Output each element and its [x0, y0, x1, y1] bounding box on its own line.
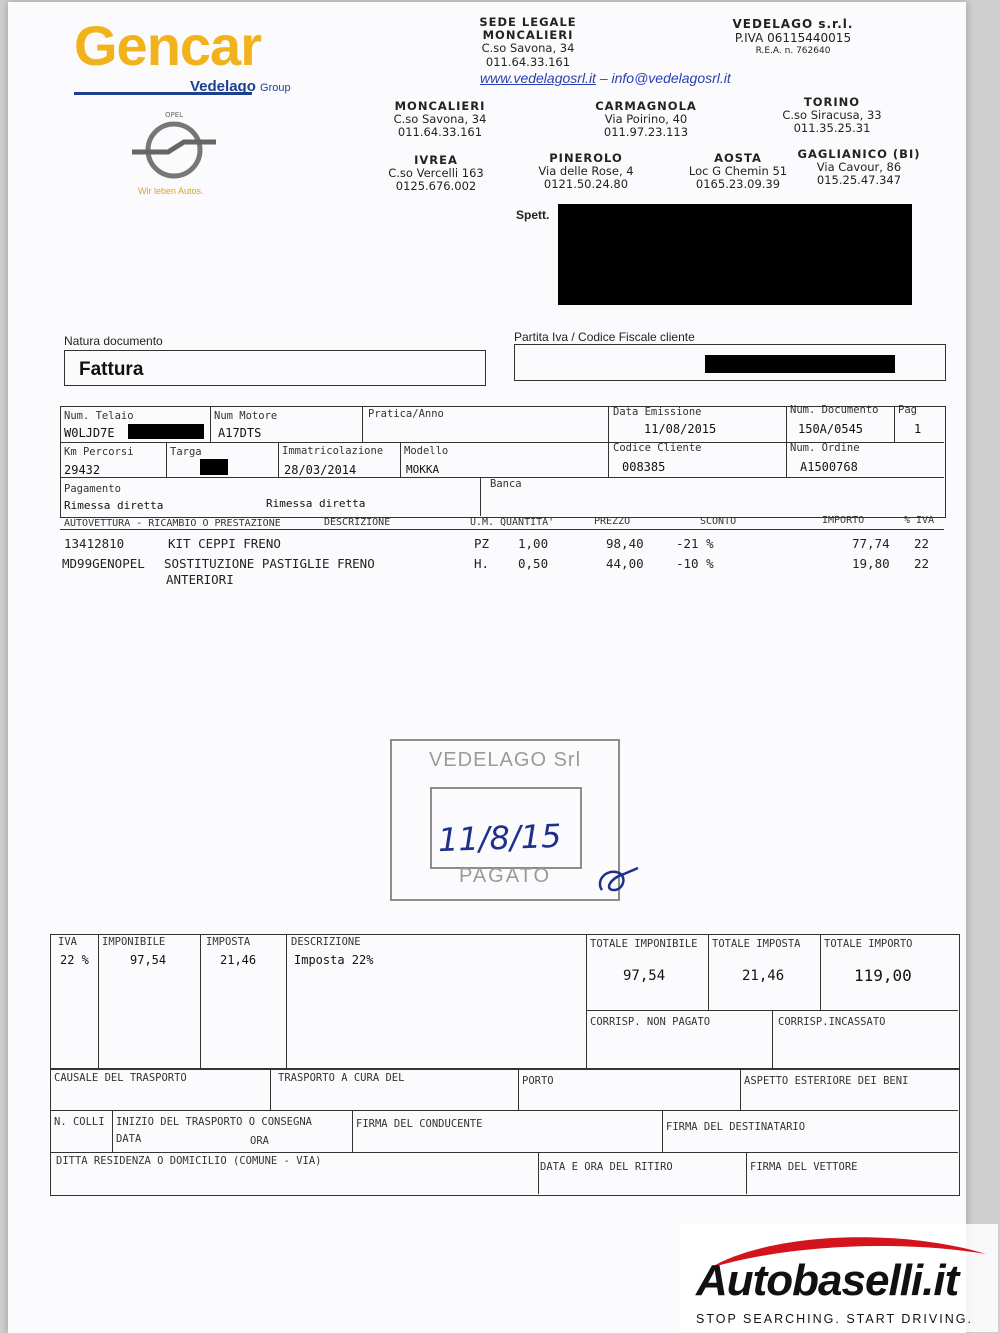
- firma-conducente-label: FIRMA DEL CONDUCENTE: [356, 1118, 483, 1130]
- branch-carmagnola: [586, 100, 706, 140]
- branch-address: Via Cavour, 86: [816, 160, 902, 175]
- sede-address: C.so Savona, 34: [481, 41, 575, 56]
- pagamento-label: Pagamento: [64, 483, 121, 495]
- pag-label: Pag: [898, 404, 917, 416]
- partita-iva-redacted: [705, 355, 895, 373]
- aspetto-label: ASPETTO ESTERIORE DEI BENI: [744, 1075, 909, 1087]
- targa-redacted: [200, 459, 228, 475]
- iva-value: 22 %: [60, 953, 89, 967]
- natura-label: Natura documento: [64, 334, 163, 348]
- natura-value: Fattura: [79, 359, 144, 380]
- sede-legale: [478, 16, 578, 69]
- trasporto-cura-label: TRASPORTO A CURA DEL: [278, 1072, 405, 1084]
- line-price: 98,40: [606, 536, 644, 551]
- imponibile-label: IMPONIBILE: [102, 936, 166, 948]
- line-price: 44,00: [606, 556, 644, 571]
- line-iva: 22: [914, 556, 930, 571]
- telaio-redacted: [128, 424, 204, 439]
- descrizione-label: DESCRIZIONE: [291, 936, 361, 948]
- branch-phone: 0125.676.002: [395, 179, 477, 194]
- line-desc: SOSTITUZIONE PASTIGLIE FRENO: [164, 556, 375, 571]
- line-um: PZ: [474, 536, 490, 551]
- inizio-trasporto-label: INIZIO DEL TRASPORTO O CONSEGNA: [116, 1116, 312, 1128]
- modello-label: Modello: [404, 445, 449, 457]
- grid-line: [538, 1152, 539, 1194]
- spett-label: Spett.: [516, 208, 550, 222]
- telaio-label: Num. Telaio: [64, 410, 134, 422]
- grid-line: [820, 934, 821, 1010]
- branch-phone: 0165.23.09.39: [695, 177, 781, 192]
- corrisp-non-pagato-label: CORRISP. NON PAGATO: [590, 1016, 711, 1028]
- line-code: MD99GENOPEL: [62, 556, 145, 571]
- brand-group-word: Group: [260, 82, 291, 94]
- web-email-line: [480, 70, 731, 86]
- descrizione-value: Imposta 22%: [294, 953, 374, 967]
- km-label: Km Percorsi: [64, 446, 134, 458]
- branch-gaglianico: [794, 148, 924, 188]
- pag-value: 1: [914, 422, 922, 436]
- web-link[interactable]: www.vedelagosrl.it: [480, 70, 596, 86]
- line-qty: 0,50: [518, 556, 549, 571]
- col-um-header: U.M.: [470, 517, 495, 528]
- num-documento-label: Num. Documento: [790, 404, 879, 416]
- motore-value: A17DTS: [218, 426, 262, 440]
- grid-line: [740, 1068, 741, 1110]
- watermark-tagline: STOP SEARCHING. START DRIVING.: [696, 1312, 973, 1326]
- brand-slogan: Wir leben Autos.: [138, 186, 204, 196]
- natura-box: [64, 350, 486, 386]
- customer-address-redacted: [558, 204, 912, 305]
- grid-line: [352, 1110, 353, 1152]
- line-amount: 77,74: [852, 536, 890, 551]
- branch-moncalieri: [380, 100, 500, 140]
- telaio-value: W0LJD7E: [64, 426, 115, 440]
- num-ordine-value: A1500768: [800, 460, 858, 474]
- grid-line: [278, 442, 279, 477]
- firma-vettore-label: FIRMA DEL VETTORE: [750, 1161, 858, 1173]
- col-discount-header: SCONTO: [700, 516, 737, 527]
- gencar-logo: [74, 16, 324, 206]
- branch-address: C.so Savona, 34: [393, 112, 487, 127]
- grid-line: [210, 406, 211, 442]
- grid-line: [200, 934, 201, 1068]
- sede-title2: MONCALIERI: [482, 28, 574, 43]
- line-um: H.: [474, 556, 490, 571]
- km-value: 29432: [64, 463, 101, 477]
- totale-imponibile-value: 97,54: [623, 968, 666, 984]
- grid-line: [786, 406, 787, 477]
- iva-label: IVA: [58, 936, 77, 948]
- brand-group-name: Vedelago: [190, 78, 256, 95]
- svg-text:OPEL: OPEL: [164, 111, 184, 119]
- codice-cliente-value: 008385: [622, 460, 666, 474]
- grid-line: [286, 934, 287, 1068]
- branch-aosta: [676, 152, 800, 192]
- company-piva: P.IVA 06115440015: [734, 30, 852, 45]
- causale-label: CAUSALE DEL TRASPORTO: [54, 1072, 187, 1084]
- line-qty: 1,00: [518, 536, 549, 551]
- stamp-pagato: PAGATO: [458, 865, 552, 887]
- totale-importo-value: 119,00: [854, 966, 912, 985]
- motore-label: Num Motore: [214, 410, 278, 422]
- branch-address: C.so Siracusa, 33: [782, 108, 882, 123]
- grid-line: [50, 1152, 958, 1153]
- partita-iva-box: [514, 344, 946, 381]
- grid-line: [894, 406, 895, 442]
- line-iva: 22: [914, 536, 930, 551]
- branch-address: Loc G Chemin 51: [688, 164, 788, 179]
- grid-line: [362, 406, 363, 442]
- grid-line: [480, 477, 481, 516]
- signature-scribble-icon: [594, 860, 642, 900]
- banca-label: Banca: [490, 478, 522, 490]
- grid-line: [586, 934, 587, 1068]
- line-amount: 19,80: [852, 556, 890, 571]
- branch-phone: 011.64.33.161: [397, 125, 483, 140]
- line-discount: -10 %: [676, 556, 714, 571]
- col-header-underline: [60, 529, 944, 530]
- branch-city: IVREA: [414, 153, 458, 167]
- grid-line: [400, 442, 401, 477]
- branch-address: Via Poirino, 40: [604, 112, 688, 127]
- data-emissione-label: Data Emissione: [613, 406, 702, 418]
- immatricolazione-label: Immatricolazione: [282, 445, 384, 457]
- col-price-header: PREZZO: [594, 516, 631, 527]
- immatricolazione-value: 28/03/2014: [284, 463, 357, 477]
- line-discount: -21 %: [676, 536, 714, 551]
- pagamento-value2: Rimessa diretta: [266, 497, 366, 510]
- brand-name: Gencar: [74, 14, 261, 77]
- num-documento-value: 150A/0545: [798, 422, 864, 436]
- imposta-value: 21,46: [220, 953, 257, 967]
- pagamento-value1: Rimessa diretta: [64, 499, 164, 512]
- imposta-label: IMPOSTA: [206, 936, 251, 948]
- stamp-company: VEDELAGO Srl: [428, 749, 582, 771]
- branch-pinerolo: [526, 152, 646, 192]
- grid-line: [662, 1110, 663, 1152]
- col-desc-header: DESCRIZIONE: [324, 517, 391, 528]
- data-emissione-value: 11/08/2015: [644, 422, 717, 436]
- stamp-date: 11/8/15: [437, 816, 562, 860]
- grid-line: [112, 1110, 113, 1152]
- partita-iva-label: Partita Iva / Codice Fiscale cliente: [514, 330, 695, 344]
- branch-city: AOSTA: [714, 151, 762, 165]
- porto-label: PORTO: [522, 1075, 554, 1087]
- sede-title1: SEDE LEGALE: [479, 15, 577, 29]
- modello-value: MOKKA: [406, 463, 440, 476]
- company-block: [708, 18, 878, 56]
- codice-cliente-label: Codice Cliente: [613, 442, 702, 454]
- branch-city: PINEROLO: [549, 151, 623, 165]
- autobaselli-watermark: [680, 1224, 998, 1332]
- grid-line: [746, 1152, 747, 1194]
- grid-line: [166, 442, 167, 477]
- col-amount-header: IMPORTO: [822, 515, 865, 526]
- branch-city: TORINO: [803, 95, 861, 109]
- line-desc-cont: ANTERIORI: [166, 572, 234, 587]
- data-label: DATA: [116, 1133, 142, 1145]
- totale-imposta-value: 21,46: [742, 968, 785, 984]
- totale-imposta-label: TOTALE IMPOSTA: [712, 938, 801, 950]
- opel-icon: [128, 108, 220, 180]
- branch-ivrea: [376, 154, 496, 194]
- pratica-label: Pratica/Anno: [368, 408, 444, 420]
- email-link[interactable]: – info@vedelagosrl.it: [599, 70, 731, 86]
- data-ora-ritiro-label: DATA E ORA DEL RITIRO: [540, 1161, 673, 1173]
- corrisp-incassato-label: CORRISP.INCASSATO: [778, 1016, 886, 1028]
- grid-line: [708, 934, 709, 1010]
- branch-city: MONCALIERI: [394, 99, 486, 113]
- num-ordine-label: Num. Ordine: [790, 442, 860, 454]
- line-code: 13412810: [64, 536, 125, 551]
- transport-block: [50, 1068, 960, 1196]
- grid-line: [98, 934, 99, 1068]
- branch-phone: 011.97.23.113: [603, 125, 689, 140]
- totale-importo-label: TOTALE IMPORTO: [824, 938, 913, 950]
- ditta-residenza-label: DITTA RESIDENZA O DOMICILIO (COMUNE - VIA): [56, 1155, 322, 1167]
- col-item-header: AUTOVETTURA - RICAMBIO O PRESTAZIONE: [64, 518, 281, 529]
- branch-phone: 011.35.25.31: [793, 121, 871, 136]
- paid-stamp: [390, 739, 620, 901]
- branch-city: CARMAGNOLA: [595, 99, 697, 113]
- watermark-name: Autobaselli.it: [696, 1256, 959, 1305]
- imponibile-value: 97,54: [130, 953, 167, 967]
- grid-line: [270, 1068, 271, 1110]
- line-desc: KIT CEPPI FRENO: [168, 536, 281, 551]
- branch-phone: 0121.50.24.80: [543, 177, 629, 192]
- col-qty-header: QUANTITA': [500, 517, 555, 528]
- ora-label: ORA: [250, 1135, 269, 1147]
- grid-line: [518, 1068, 519, 1110]
- branch-city: GAGLIANICO (BI): [797, 147, 921, 161]
- company-rea: R.E.A. n. 762640: [755, 45, 831, 56]
- sede-phone: 011.64.33.161: [485, 54, 571, 69]
- company-name: VEDELAGO s.r.l.: [732, 17, 854, 31]
- grid-line: [50, 1110, 958, 1111]
- branch-phone: 015.25.47.347: [816, 173, 902, 188]
- col-iva-header: % IVA: [904, 515, 935, 526]
- branch-torino: [772, 96, 892, 136]
- totale-imponibile-label: TOTALE IMPONIBILE: [590, 938, 698, 950]
- branch-address: C.so Vercelli 163: [388, 166, 484, 181]
- grid-line: [608, 406, 609, 477]
- totals-block: [50, 934, 960, 1070]
- firma-destinatario-label: FIRMA DEL DESTINATARIO: [666, 1121, 806, 1133]
- targa-label: Targa: [170, 446, 202, 458]
- invoice-paper: [8, 2, 966, 1333]
- n-colli-label: N. COLLI: [54, 1116, 105, 1128]
- grid-line: [772, 1010, 773, 1068]
- branch-address: Via delle Rose, 4: [538, 164, 634, 179]
